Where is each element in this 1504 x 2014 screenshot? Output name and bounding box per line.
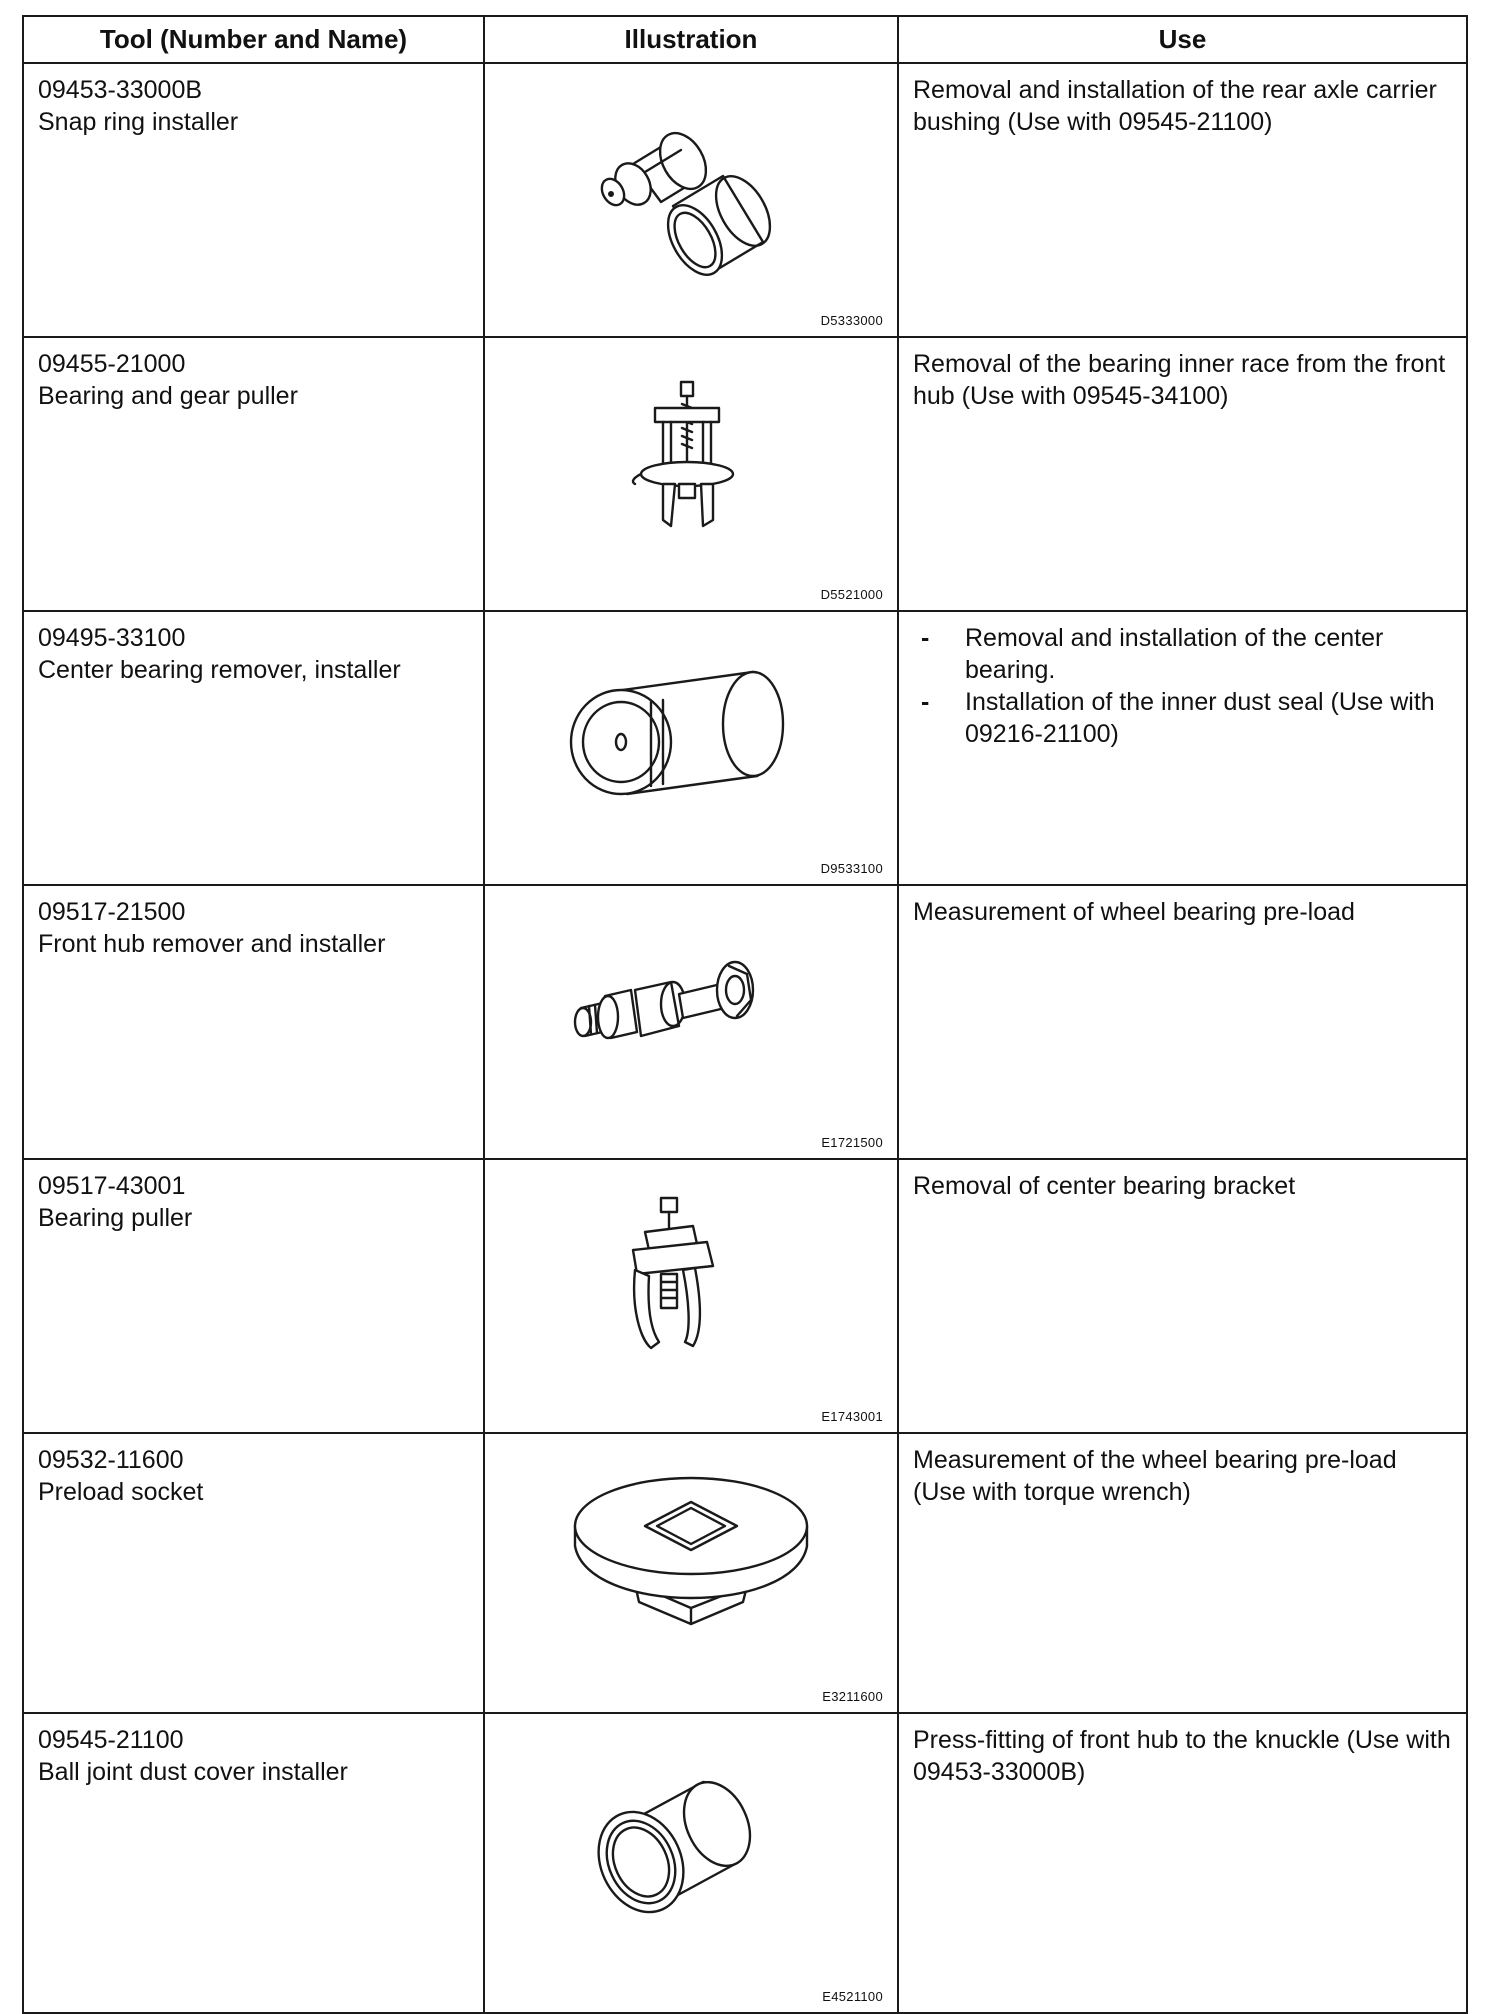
figure-code: E3211600 [822,1689,883,1704]
center-bearing-remover-icon [485,612,899,884]
dust-cover-installer-icon [485,1714,899,2012]
bearing-gear-puller-icon [485,338,899,610]
header-use: Use [898,16,1467,63]
tool-number: 09517-43001 [38,1172,186,1200]
use-list-item: - Removal and installation of the center bearing. [913,622,1452,686]
use-cell [898,63,1467,337]
use-text: Press-fitting of front hub to the knuckle (Use with 09453-33000B) [913,1726,1451,1786]
tool-name: Preload socket [38,1478,204,1506]
tool-cell [23,1713,484,2013]
figure-code: E4521100 [822,1989,883,2004]
illustration-cell [484,1433,898,1713]
header-illustration: Illustration [484,16,898,63]
tool-name: Snap ring installer [38,108,239,136]
illustration-cell [484,885,898,1159]
header-tool: Tool (Number and Name) [23,16,484,63]
use-list [913,622,1452,750]
use-text: Removal and installation of the rear axle carrier bushing (Use with 09545-21100) [913,76,1437,136]
table-row [23,1713,1467,2013]
tool-number: 09495-33100 [38,624,186,652]
figure-code: E1721500 [821,1135,883,1150]
bearing-puller-icon [485,1160,899,1432]
tool-name: Bearing and gear puller [38,382,298,410]
tool-cell [23,611,484,885]
use-cell [898,337,1467,611]
tool-number: 09517-21500 [38,898,186,926]
header-row [23,16,1467,63]
preload-socket-icon [485,1434,899,1712]
tool-name: Ball joint dust cover installer [38,1758,348,1786]
use-cell [898,885,1467,1159]
illustration-cell [484,63,898,337]
tool-name: Bearing puller [38,1204,193,1232]
illustration-cell [484,1159,898,1433]
illustration-cell [484,337,898,611]
tool-cell [23,337,484,611]
use-list-item: - Installation of the inner dust seal (Use with 09216-21100) [913,686,1452,750]
use-text: Removal of center bearing bracket [913,1172,1296,1200]
tool-cell [23,1159,484,1433]
use-text: Measurement of the wheel bearing pre-load (Use with torque wrench) [913,1446,1397,1506]
figure-code: D9533100 [820,861,883,876]
tool-cell [23,885,484,1159]
tool-number: 09545-21100 [38,1726,184,1754]
front-hub-remover-icon [485,886,899,1158]
tool-name: Front hub remover and installer [38,930,386,958]
illustration-cell [484,611,898,885]
tool-cell [23,1433,484,1713]
table-row [23,63,1467,337]
tool-name: Center bearing remover, installer [38,656,401,684]
use-text: Measurement of wheel bearing pre-load [913,898,1355,926]
use-cell [898,1159,1467,1433]
table-row [23,1433,1467,1713]
use-cell [898,611,1467,885]
tool-cell [23,63,484,337]
use-cell [898,1433,1467,1713]
tool-number: 09453-33000B [38,76,203,104]
snap-ring-installer-icon [485,64,899,336]
special-tools-table [22,15,1468,2014]
table-row [23,885,1467,1159]
tool-number: 09532-11600 [38,1446,184,1474]
figure-code: D5333000 [820,313,883,328]
tool-number: 09455-21000 [38,350,186,378]
table-row [23,337,1467,611]
table-row [23,611,1467,885]
illustration-cell [484,1713,898,2013]
figure-code: D5521000 [820,587,883,602]
use-text: Removal of the bearing inner race from the front hub (Use with 09545-34100) [913,350,1446,410]
use-cell [898,1713,1467,2013]
table-row [23,1159,1467,1433]
figure-code: E1743001 [821,1409,883,1424]
